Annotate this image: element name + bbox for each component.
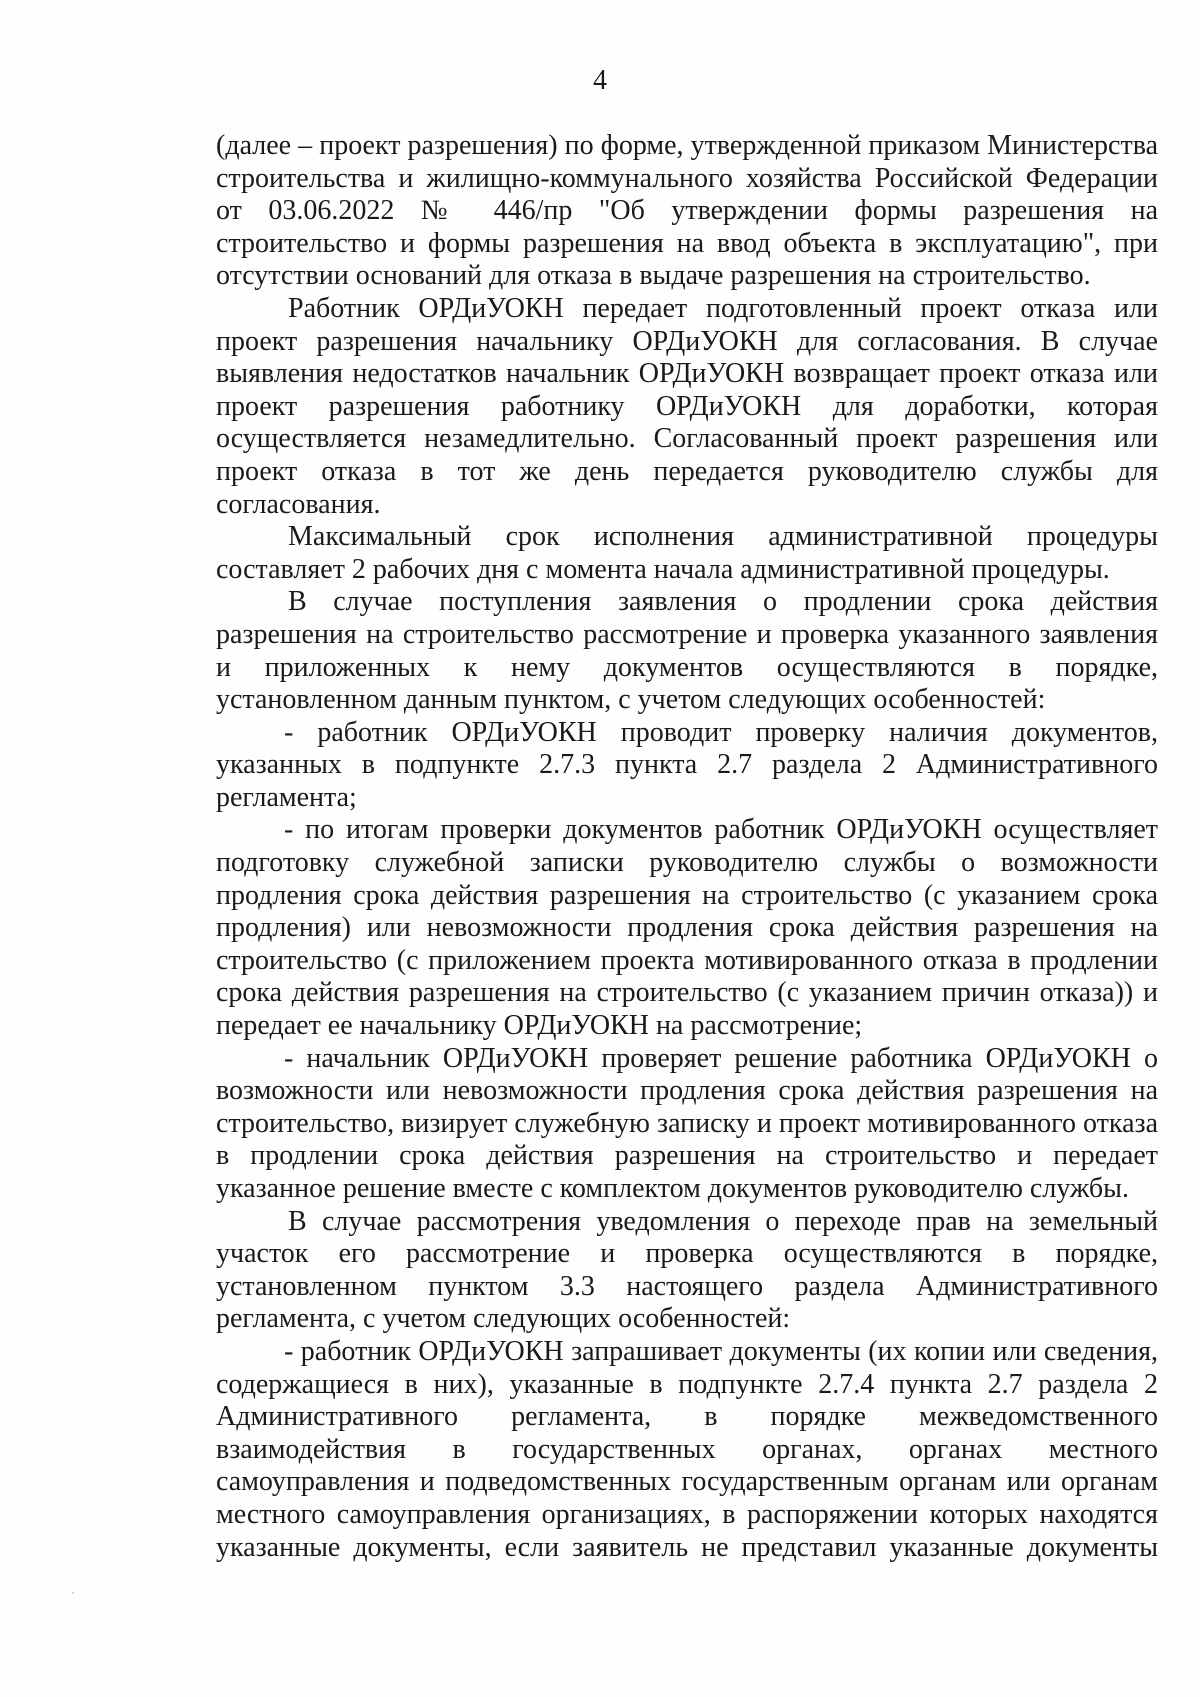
paragraph-approval: Работник ОРДиУОКН передает подготовленный проект отказа или проект разрешения начальнику ОРДиУОКН для согласования. В случае выявления недостатков начальник ОРДиУОКН возвращает проект отказа или проект разрешения работнику ОРДиУОКН для доработки, которая осуществляется незамедлительно. Согласованный проект разрешения или проект отказа в тот же день передается руководителю службы для согласования. xyxy=(216,292,1158,520)
paragraph-land-rights-notice: В случае рассмотрения уведомления о переходе прав на земельный участок его рассмотрение и проверка осуществляются в порядке, установленном пунктом 3.3 настоящего раздела Административного регламента, с учетом следующих особенностей: xyxy=(216,1205,1158,1335)
paragraph-continuation: (далее – проект разрешения) по форме, утвержденной приказом Министерства строительства и жилищно-коммунального хозяйства Российской Федерации от 03.06.2022 № 446/пр "Об утверждении формы разрешения на строительство и формы разрешения на ввод объекта в эксплуатацию", при отсутствии оснований для отказа в выдаче разрешения на строительство. xyxy=(216,130,1158,292)
list-item-service-note: - по итогам проверки документов работник ОРДиУОКН осуществляет подготовку служебной записки руководителю службы о возможности продления срока действия разрешения на строительство (с указанием срока продления) или невозможности продления срока действия разрешения на строительство (с приложением проекта мотивированного отказа в продлении срока действия разрешения на строительство (с указанием причин отказа)) и передает ее начальнику ОРДиУОКН на рассмотрение; xyxy=(216,814,1158,1042)
list-item-head-review: - начальник ОРДиУОКН проверяет решение работника ОРДиУОКН о возможности или невозможности продления срока действия разрешения на строительство, визирует служебную записку и проект мотивированного отказа в продлении срока действия разрешения на строительство и передает указанное решение вместе с комплектом документов руководителю службы. xyxy=(216,1042,1158,1204)
list-item-check-documents: - работник ОРДиУОКН проводит проверку наличия документов, указанных в подпункте 2.7.3 пункта 2.7 раздела 2 Административного регламента; xyxy=(216,716,1158,813)
paragraph-extension-request: В случае поступления заявления о продлении срока действия разрешения на строительство рассмотрение и проверка указанного заявления и приложенных к нему документов осуществляются в порядке, установленном данным пунктом, с учетом следующих особенностей: xyxy=(216,586,1158,716)
document-body xyxy=(216,130,1158,1564)
page-number: 4 xyxy=(593,65,607,96)
list-item-interagency-request: - работник ОРДиУОКН запрашивает документы (их копии или сведения, содержащиеся в них), указанные в подпункте 2.7.4 пункта 2.7 раздела 2 Административного регламента, в порядке межведомственного взаимодействия в государственных органах, органах местного самоуправления и подведомственных государственным органам или органам местного самоуправления организациях, в распоряжении которых находятся указанные документы, если заявитель не представил указанные документы xyxy=(216,1335,1158,1563)
scan-artifact xyxy=(72,1592,74,1594)
paragraph-max-term: Максимальный срок исполнения административной процедуры составляет 2 рабочих дня с момента начала административной процедуры. xyxy=(216,521,1158,585)
